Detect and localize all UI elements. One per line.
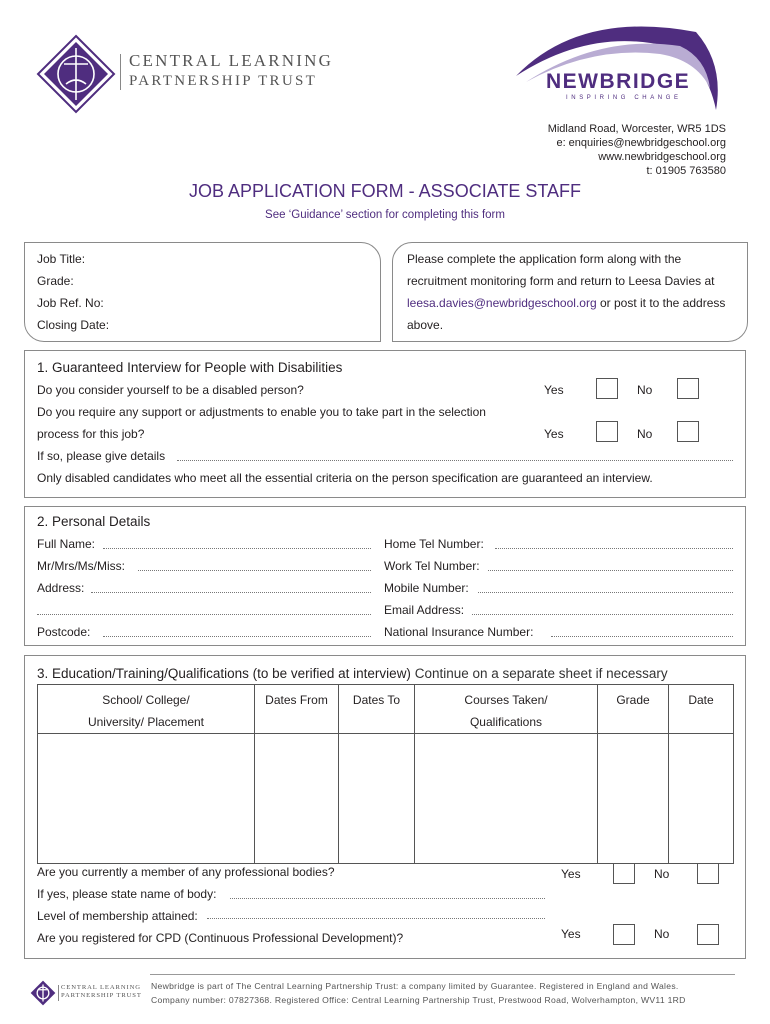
section3-title: 3. Education/Training/Qualifications (to be verified at interview): [37, 666, 411, 681]
instructions-line4: above.: [407, 318, 444, 332]
education-header-row: [38, 685, 734, 734]
clpt-logo-divider: [120, 54, 121, 90]
membership-level-label: Level of membership attained:: [37, 909, 198, 923]
trust-name-line2: PARTNERSHIP TRUST: [129, 73, 318, 89]
email-label: Email Address:: [384, 603, 465, 617]
column-header-dates-to: Dates To: [339, 685, 415, 734]
support-no-label: No: [637, 427, 653, 441]
cpd-no-checkbox[interactable]: [697, 924, 719, 945]
home-tel-label: Home Tel Number:: [384, 537, 484, 551]
title-label: Mr/Mrs/Ms/Miss:: [37, 559, 125, 573]
school-phone: t: 01905 763580: [646, 165, 726, 177]
job-ref-label: Job Ref. No:: [37, 296, 104, 310]
address-field-line1[interactable]: [91, 592, 371, 593]
cpd-question: Are you registered for CPD (Continuous Professional Development)?: [37, 931, 404, 945]
school-address: Midland Road, Worcester, WR5 1DS: [547, 123, 726, 135]
guaranteed-interview-note: Only disabled candidates who meet all the essential criteria on the person specification are guaranteed an interview.: [37, 471, 653, 485]
professional-body-yes-checkbox[interactable]: [613, 863, 635, 884]
school-email: e: enquiries@newbridgeschool.org: [556, 137, 726, 149]
professional-body-no-label: No: [654, 867, 670, 881]
mobile-field[interactable]: [478, 592, 733, 593]
form-subtitle: See ‘Guidance’ section for completing this form: [265, 209, 505, 221]
support-details-field[interactable]: [177, 460, 733, 461]
school-website: www.newbridgeschool.org: [598, 151, 726, 163]
cpd-yes-checkbox[interactable]: [613, 924, 635, 945]
cpd-yes-label: Yes: [561, 927, 581, 941]
column-header-date: Date: [669, 685, 734, 734]
footer-rule: [150, 974, 735, 975]
courses-cell[interactable]: [415, 734, 598, 864]
support-yes-label: Yes: [544, 427, 564, 441]
disabled-no-label: No: [637, 383, 653, 397]
section2-title: 2. Personal Details: [37, 514, 151, 529]
column-header-school: School/ College/ University/ Placement: [38, 685, 255, 734]
newbridge-tagline: INSPIRING CHANGE: [566, 95, 682, 101]
cpd-no-label: No: [654, 927, 670, 941]
clpt-diamond-emblem-icon: [36, 34, 116, 114]
column-header-courses: Courses Taken/ Qualifications: [415, 685, 598, 734]
recruitment-email-link[interactable]: leesa.davies@newbridgeschool.org: [407, 296, 597, 310]
support-details-label: If so, please give details: [37, 449, 166, 463]
membership-level-field[interactable]: [207, 918, 545, 919]
title-field[interactable]: [138, 570, 371, 571]
home-tel-field[interactable]: [495, 548, 733, 549]
footer-trust-line2: PARTNERSHIP TRUST: [61, 992, 142, 999]
support-no-checkbox[interactable]: [677, 421, 699, 442]
school-contact: [548, 122, 726, 178]
section1-title: 1. Guaranteed Interview for People with Disabilities: [37, 360, 343, 375]
professional-body-question: Are you currently a member of any professional bodies?: [37, 865, 335, 879]
trust-name-line1: CENTRAL LEARNING: [129, 51, 334, 70]
education-table: [37, 684, 734, 864]
date-cell[interactable]: [669, 734, 734, 864]
body-name-field[interactable]: [230, 898, 545, 899]
clpt-logo: [36, 34, 116, 114]
disabled-question: Do you consider yourself to be a disabled person?: [37, 383, 304, 397]
postcode-label: Postcode:: [37, 625, 91, 639]
disabled-yes-checkbox[interactable]: [596, 378, 618, 399]
footer-logo-divider: [58, 985, 59, 1001]
education-entry-row: [38, 734, 734, 864]
school-cell[interactable]: [38, 734, 255, 864]
ni-number-field[interactable]: [551, 636, 733, 637]
column-header-grade: Grade: [598, 685, 669, 734]
closing-date-label: Closing Date:: [37, 318, 110, 332]
mobile-label: Mobile Number:: [384, 581, 469, 595]
instructions-line3: [407, 296, 725, 310]
newbridge-wordmark: NEWBRIDGE: [546, 70, 691, 93]
instructions-line2: recruitment monitoring form and return to Leesa Davies at: [407, 274, 715, 288]
professional-body-no-checkbox[interactable]: [697, 863, 719, 884]
address-label: Address:: [37, 581, 85, 595]
work-tel-label: Work Tel Number:: [384, 559, 480, 573]
grade-cell[interactable]: [598, 734, 669, 864]
disabled-no-checkbox[interactable]: [677, 378, 699, 399]
ni-number-label: National Insurance Number:: [384, 625, 534, 639]
disabled-yes-label: Yes: [544, 383, 564, 397]
support-question-line1: Do you require any support or adjustments to enable you to take part in the selection: [37, 405, 486, 419]
job-title-label: Job Title:: [37, 252, 86, 266]
section3-title-note: Continue on a separate sheet if necessary: [410, 666, 668, 681]
section3-title-wrap: [37, 666, 668, 682]
footer-company-line1: Newbridge is part of The Central Learning Partnership Trust: a company limited by Guarantee. Registered in England and Wales.: [151, 981, 679, 991]
column-header-dates-from: Dates From: [255, 685, 339, 734]
footer-trust-line1: CENTRAL LEARNING: [61, 984, 141, 991]
instructions-line3-rest: or post it to the address: [596, 296, 726, 310]
form-title: JOB APPLICATION FORM - ASSOCIATE STAFF: [188, 181, 582, 201]
footer-diamond-emblem-icon: [30, 980, 56, 1006]
full-name-label: Full Name:: [37, 537, 96, 551]
body-name-label: If yes, please state name of body:: [37, 887, 217, 901]
newbridge-logo: [510, 24, 722, 114]
address-field-line2[interactable]: [37, 614, 371, 615]
dates-from-cell[interactable]: [255, 734, 339, 864]
postcode-field[interactable]: [103, 636, 371, 637]
work-tel-field[interactable]: [488, 570, 733, 571]
footer-company-line2: Company number: 07827368. Registered Office: Central Learning Partnership Trust, Prestwood Road, Wolverhampton, WV11 1RD: [151, 995, 686, 1005]
instructions-line1: Please complete the application form along with the: [407, 252, 682, 266]
footer-clpt-logo: [30, 980, 56, 1006]
grade-label: Grade:: [37, 274, 74, 288]
professional-body-yes-label: Yes: [561, 867, 581, 881]
email-field[interactable]: [472, 614, 733, 615]
support-yes-checkbox[interactable]: [596, 421, 618, 442]
support-question-line2: process for this job?: [37, 427, 145, 441]
dates-to-cell[interactable]: [339, 734, 415, 864]
full-name-field[interactable]: [103, 548, 371, 549]
